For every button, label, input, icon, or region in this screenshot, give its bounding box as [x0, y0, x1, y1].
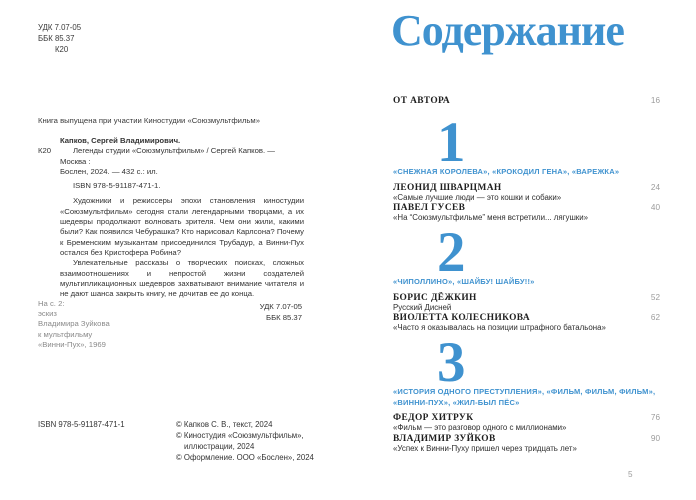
- frontispiece-note: [38, 299, 110, 350]
- toc-entry-row: [393, 183, 660, 193]
- toc-entry-row: [393, 293, 660, 303]
- bibliographic-record: [38, 136, 302, 323]
- section-number: 1: [437, 111, 466, 174]
- toc-entry-page: 24: [650, 182, 660, 192]
- section-number: 2: [437, 221, 466, 284]
- toc-entry-name: ВИОЛЕТТА КОЛЕСНИКОВА: [393, 313, 531, 323]
- bbk-code: ББК 85.37: [38, 34, 75, 43]
- frontis-line: к мультфильму: [38, 329, 93, 339]
- toc-entry-subtitle: «Часто я оказывалась на позиции штрафного батальона»: [393, 323, 606, 333]
- section-caption: [393, 167, 660, 178]
- section-entries: [393, 413, 660, 454]
- section-entries: [393, 293, 660, 334]
- toc-entry-name: ЛЕОНИД ШВАРЦМАН: [393, 182, 502, 193]
- toc-entry-page: 90: [650, 433, 660, 443]
- page-number: 5: [628, 470, 633, 479]
- toc-entry-page: 16: [650, 96, 660, 105]
- frontis-line: эскиз: [38, 309, 57, 319]
- toc-entry-row: [393, 413, 660, 423]
- toc-entry-name: БОРИС ДЁЖКИН: [393, 292, 477, 303]
- isbn-bottom: ISBN 978-5-91187-471-1: [38, 420, 125, 429]
- toc-section-3: [393, 331, 660, 454]
- toc-entry-name: ВЛАДИМИР ЗУЙКОВ: [393, 433, 496, 444]
- frontis-line: На с. 2:: [38, 299, 65, 308]
- toc-entry-subtitle: «Успех к Винни-Пуху пришел через тридцать лет»: [393, 443, 577, 453]
- copyright-line: иллюстрации, 2024: [184, 441, 255, 451]
- copyright-block: [176, 420, 314, 464]
- toc-entry-page: 76: [650, 413, 660, 422]
- toc-entry-name: ПАВЕЛ ГУСЕВ: [393, 203, 466, 213]
- section-caption-line: «ВИННИ-ПУХ», «ЖИЛ-БЫЛ ПЁС»: [393, 397, 520, 407]
- toc-entry-page: 62: [650, 313, 660, 322]
- toc-section-1: [393, 111, 660, 224]
- frontis-line: Владимира Зуйкова: [38, 319, 110, 329]
- bbk-repeat: ББК 85.37: [266, 312, 302, 322]
- bib-title-line1: Легенды студии «Союзмультфильм» / Сергей Капков. — Москва :: [60, 146, 275, 166]
- toc-entry-subtitle: «На “Союзмультфильме” меня встретили... лягушки»: [393, 213, 589, 223]
- section-caption-line: «СНЕЖНАЯ КОРОЛЕВА», «КРОКОДИЛ ГЕНА», «ВАРЕЖКА»: [393, 167, 620, 176]
- bib-isbn: ISBN 978-5-91187-471-1.: [73, 181, 161, 191]
- section-caption-line: «ИСТОРИЯ ОДНОГО ПРЕСТУПЛЕНИЯ», «ФИЛЬМ, ФИЛЬМ, ФИЛЬМ»,: [393, 387, 656, 396]
- udk-code: УДК 7.07-05: [38, 23, 82, 32]
- author-sign-code: К20: [55, 45, 69, 54]
- section-caption-line: «ЧИПОЛЛИНО», «ШАЙБУ! ШАЙБУ!!»: [393, 277, 535, 286]
- toc-entry-row: [393, 313, 660, 323]
- copyright-line: © Оформление. ООО «Бослен», 2024: [176, 452, 314, 462]
- toc-entry-name: ФЕДОР ХИТРУК: [393, 413, 474, 423]
- bib-title-line2: Бослен, 2024. — 432 с.: ил.: [60, 166, 158, 176]
- toc-entry-page: 52: [650, 292, 660, 302]
- bib-author: Капков, Сергей Владимирович.: [60, 136, 181, 145]
- toc-entry-row: [393, 203, 660, 213]
- bib-author-sign-code: К20: [38, 146, 52, 155]
- annotation-paragraph-2: Увлекательные рассказы о творческих поисках, сложных взаимоотношениях и непростой жизни создателей мультипликационных шедевров захватывают внимание читателя и не дают шанса закрыть книгу, не дочитав ее до конца.: [60, 258, 304, 299]
- toc-entry-subtitle: «Самые лучшие люди — это кошки и собаки»: [393, 192, 562, 202]
- annotation-paragraph-1: Художники и режиссеры эпохи становления киностудии «Союзмультфильм» сегодня стали легендарными творцами, а их шедевры продолжают волновать зрителя. Чем они жили, какими были? Как появился Чебурашка? Кто нарисовал Карлсона? Почему к Бременским музыкантам присоединился Трубадур, а Винни-Пух остался без Кристофера Робина?: [60, 196, 304, 257]
- section-caption: [393, 387, 660, 408]
- participation-note: Книга выпущена при участии Киностудии «Союзмультфильм»: [38, 116, 260, 125]
- catalog-codes-block: [38, 22, 81, 55]
- page-title: Содержание: [391, 6, 624, 55]
- bib-title: [60, 146, 302, 177]
- copyright-line: © Киностудия «Союзмультфильм»,: [176, 430, 304, 440]
- toc-section-2: [393, 221, 660, 334]
- toc-entry-row: [393, 434, 660, 444]
- udk-repeat: УДК 7.07-05: [259, 302, 302, 312]
- toc-entry-subtitle: Русский Дисней: [393, 302, 452, 312]
- toc-entry-label: ОТ АВТОРА: [393, 96, 451, 106]
- section-caption: [393, 277, 660, 288]
- section-entries: [393, 183, 660, 224]
- section-number: 3: [437, 331, 466, 394]
- toc-entry-subtitle: «Фильм — это разговор одного с миллионами»: [393, 423, 567, 433]
- copyright-line: © Капков С. В., текст, 2024: [176, 420, 273, 429]
- toc-entry-page: 40: [650, 203, 660, 212]
- toc-item-from-author: [393, 96, 660, 106]
- frontis-line: «Винни-Пух», 1969: [38, 339, 106, 349]
